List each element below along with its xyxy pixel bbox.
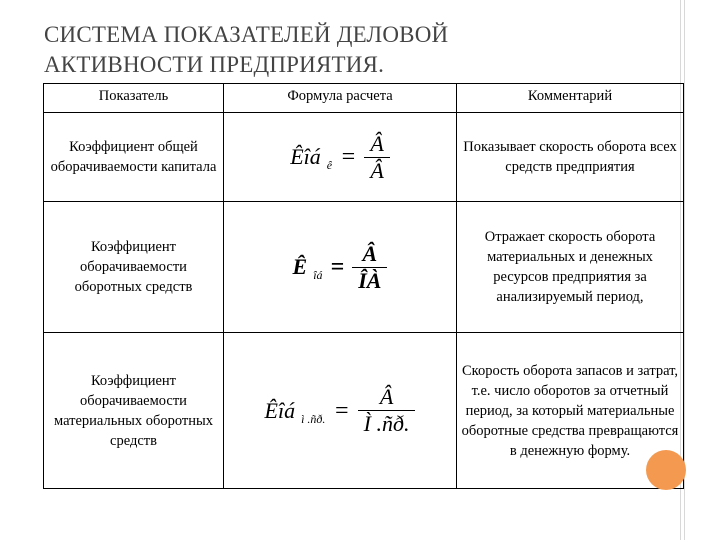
formula-fraction [364,131,389,184]
indicator-cell: Коэффициент оборачиваемости материальных оборотных средств [44,333,224,489]
formula-equals: = [333,397,350,424]
formula-subscript: ê [326,158,333,172]
formula-numerator: Â [379,384,394,409]
table-row [44,202,684,333]
formula-denominator: Ì .ñð. [363,411,410,436]
comment-cell: Показывает скорость оборота всех средств предприятия [457,113,684,202]
indicator-cell: Коэффициент оборачиваемости оборотных средств [44,202,224,333]
formula [290,131,390,184]
formula-lhs: Êîá [290,144,321,169]
formula-cell [224,202,457,333]
formula-numerator: Â [362,240,378,266]
table-header-row [44,84,684,113]
formula-denominator: Â [370,157,384,183]
formula-denominator: ÎÀ [358,267,382,293]
formula-numerator: Â [370,130,384,156]
formula-subscript: îá [313,268,323,282]
formula-subscript: ì .ñð. [301,411,326,426]
formula-cell [224,333,457,489]
formula-lhs: Êîá [264,397,296,423]
comment-cell: Отражает скорость оборота материальных и денежных ресурсов предприятия за анализируемый период, [457,202,684,333]
table-row [44,333,684,489]
formula [265,384,416,437]
formula-fraction [358,384,416,437]
formula-cell [224,113,457,202]
formula [293,241,388,294]
comment-cell: Скорость оборота запасов и затрат, т.е. число оборотов за отчетный период, за который материальные оборотные средства превращаются в денежную форму. [457,333,684,489]
formula-equals: = [340,144,357,170]
decorative-circle [646,450,686,490]
indicator-cell: Коэффициент общей оборачиваемости капитала [44,113,224,202]
table-row [44,113,684,202]
header-comment: Комментарий [457,84,684,113]
header-indicator: Показатель [44,84,224,113]
formula-lhs: Ê [292,254,308,279]
header-formula: Формула расчета [224,84,457,113]
formula-equals: = [330,254,345,280]
decorative-line [684,0,685,540]
indicators-table [43,83,684,489]
formula-fraction [352,241,387,294]
page-title: СИСТЕМА ПОКАЗАТЕЛЕЙ ДЕЛОВОЙ АКТИВНОСТИ ПРЕДПРИЯТИЯ. [44,22,449,77]
